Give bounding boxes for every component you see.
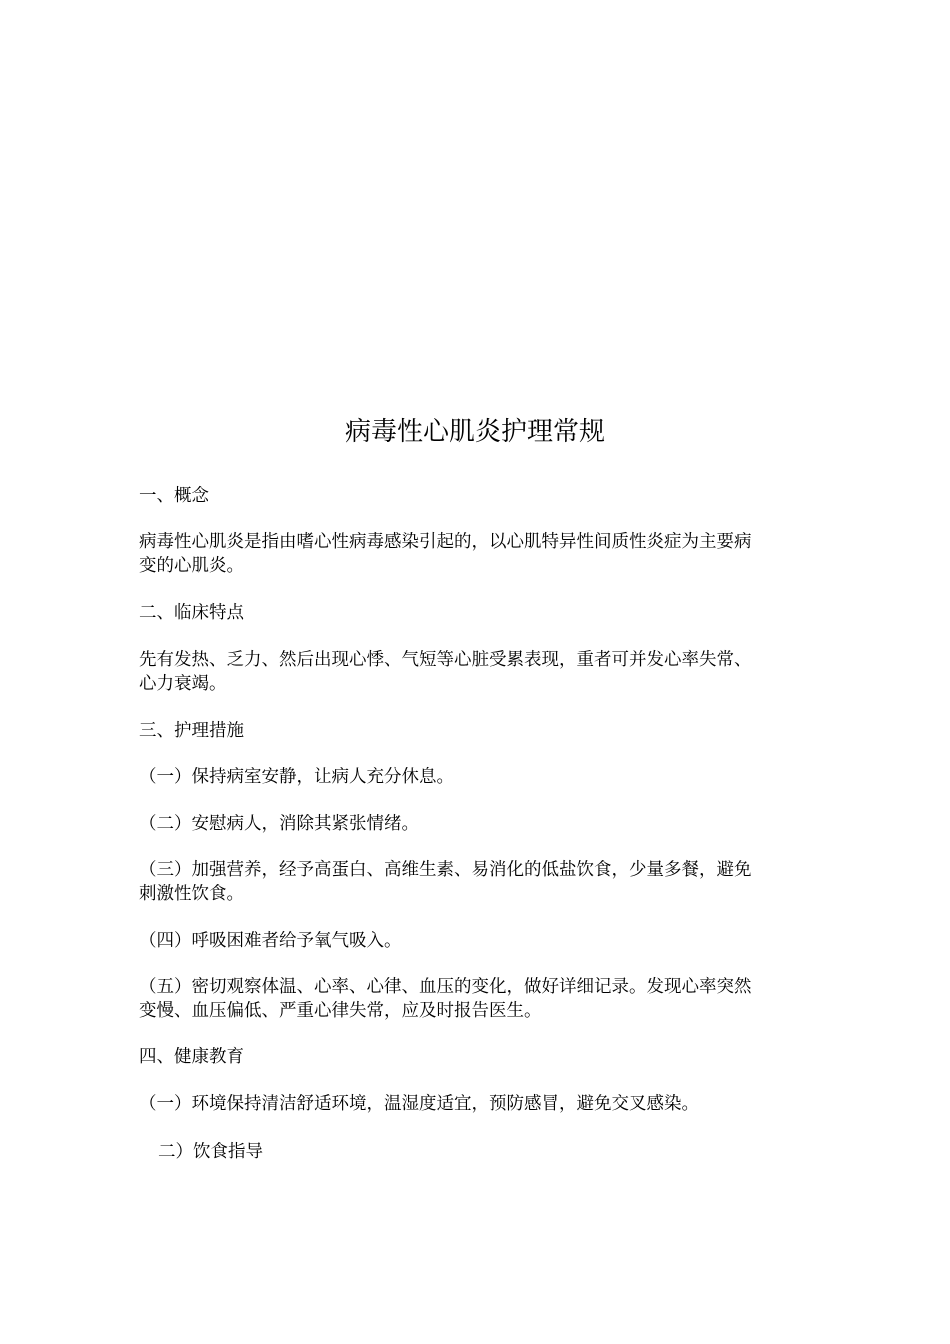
paragraph-line: 先有发热、乏力、然后出现心悸、气短等心脏受累表现，重者可并发心率失常、 <box>139 650 752 670</box>
document-title: 病毒性心肌炎护理常规 <box>344 417 605 447</box>
nursing-item-5 <box>139 975 811 1023</box>
section-heading-education: 四、健康教育 <box>139 1047 244 1067</box>
paragraph-line: 刺激性饮食。 <box>139 884 244 904</box>
nursing-item-4: （四）呼吸困难者给予氧气吸入。 <box>139 931 402 951</box>
nursing-item-2: （二）安慰病人，消除其紧张情绪。 <box>139 814 419 834</box>
paragraph-clinical <box>139 648 811 696</box>
nursing-item-1: （一）保持病室安静，让病人充分休息。 <box>139 767 454 787</box>
paragraph-concept <box>139 530 811 578</box>
education-item-1: （一）环境保持清洁舒适环境，温湿度适宜，预防感冒，避免交叉感染。 <box>139 1094 699 1114</box>
section-heading-clinical: 二、临床特点 <box>139 603 244 623</box>
paragraph-line: 心力衰竭。 <box>139 674 227 694</box>
section-heading-nursing: 三、护理措施 <box>139 721 244 741</box>
paragraph-line: （三）加强营养，经予高蛋白、高维生素、易消化的低盐饮食，少量多餐，避免 <box>139 860 752 880</box>
paragraph-line: 变慢、血压偏低、严重心律失常，应及时报告医生。 <box>139 1001 542 1021</box>
nursing-item-3 <box>139 858 811 906</box>
paragraph-line: 变的心肌炎。 <box>139 556 244 576</box>
section-heading-concept: 一、概念 <box>139 486 209 506</box>
paragraph-line: 病毒性心肌炎是指由嗜心性病毒感染引起的，以心肌特异性间质性炎症为主要病 <box>139 532 752 552</box>
paragraph-line: （五）密切观察体温、心率、心律、血压的变化，做好详细记录。发现心率突然 <box>139 977 752 997</box>
education-item-2: 二）饮食指导 <box>158 1142 263 1162</box>
